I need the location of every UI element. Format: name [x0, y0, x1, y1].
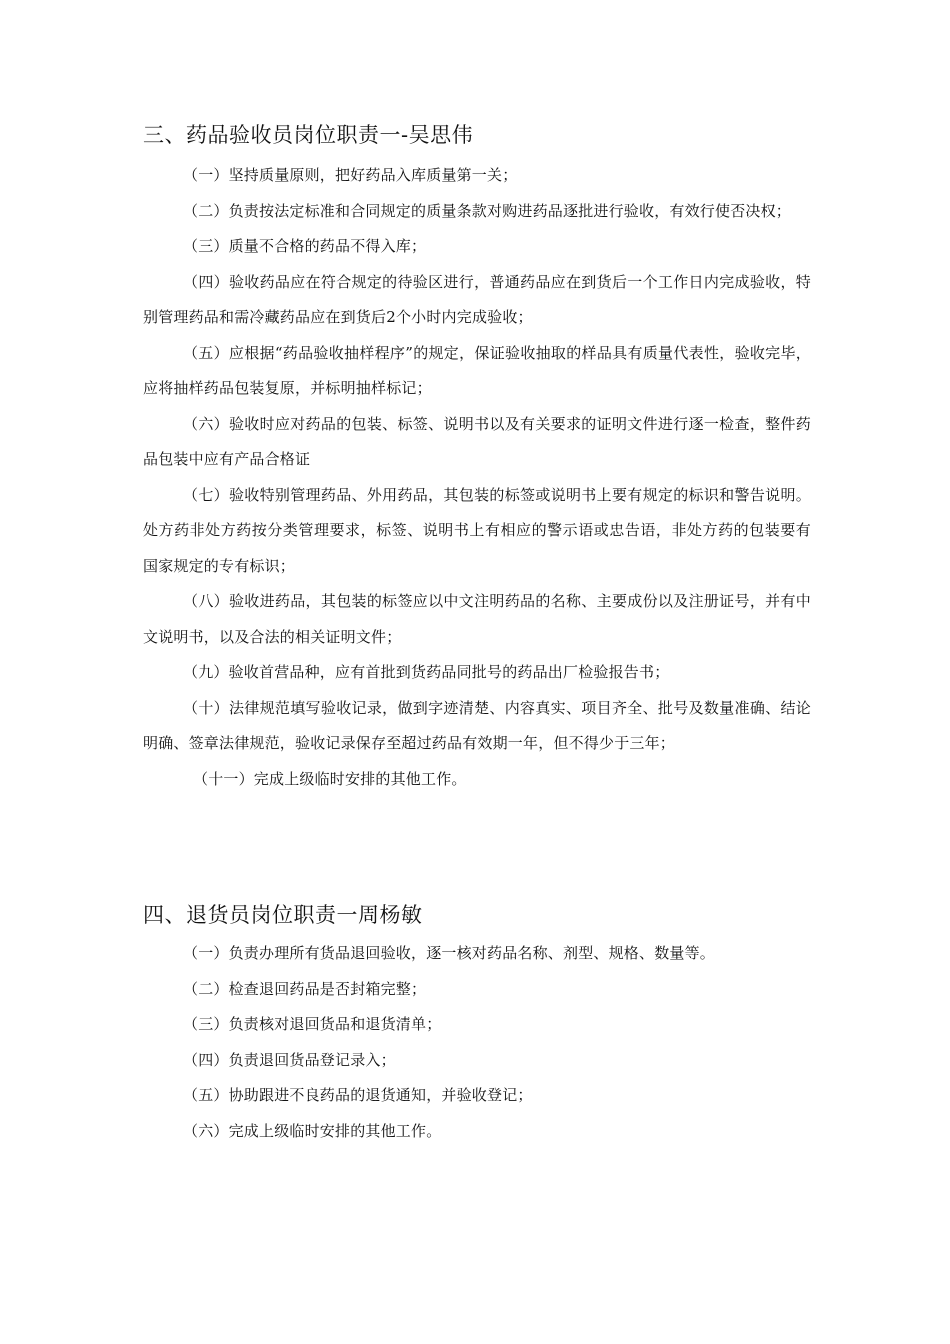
duty-item: （九）验收首营品种，应有首批到货药品同批号的药品出厂检验报告书；	[183, 663, 670, 681]
duty-item: （三）负责核对退回货品和退货清单；	[183, 1015, 442, 1033]
duty-item: （十一）完成上级临时安排的其他工作。	[193, 769, 467, 788]
duty-item: （七）验收特别管理药品、外用药品，其包装的标签或说明书上要有规定的标识和警告说明。处方药非处方药按分类管理要求，标签、说明书上有相应的警示语或忠告语，非处方药的包装要有国家规定的专有标识；	[143, 485, 811, 575]
duty-item: （三）质量不合格的药品不得入库；	[183, 237, 427, 255]
duty-item: （八）验收进药品，其包装的标签应以中文注明药品的名称、主要成份以及注册证号，并有中文说明书，以及合法的相关证明文件；	[143, 592, 811, 646]
duty-item: （四）验收药品应在符合规定的待验区进行，普通药品应在到货后一个工作日内完成验收，特别管理药品和需冷藏药品应在到货后2个小时内完成验收；	[143, 272, 811, 326]
duty-item: （六）完成上级临时安排的其他工作。	[183, 1121, 442, 1140]
section-drug-inspector-duties	[143, 118, 811, 797]
section-heading: 四、退货员岗位职责一周杨敏	[143, 903, 423, 927]
section-returns-clerk-duties	[143, 898, 811, 1149]
duty-item: （五）应根据“药品验收抽样程序”的规定，保证验收抽取的样品具有质量代表性，验收完毕，应将抽样药品包装复原，并标明抽样标记；	[143, 343, 811, 397]
duty-item: （一）坚持质量原则，把好药品入库质量第一关；	[183, 166, 518, 184]
duty-item: （五）协助跟进不良药品的退货通知，并验收登记；	[183, 1086, 533, 1104]
duty-item: （二）负责按法定标准和合同规定的质量条款对购进药品逐批进行验收，有效行使否决权；	[183, 201, 792, 220]
duty-item: （六）验收时应对药品的包装、标签、说明书以及有关要求的证明文件进行逐一检查，整件药品包装中应有产品合格证	[143, 414, 811, 468]
duty-item: （四）负责退回货品登记录入；	[183, 1050, 396, 1069]
duty-item: （十）法律规范填写验收记录，做到字迹清楚、内容真实、项目齐全、批号及数量准确、结论明确、签章法律规范，验收记录保存至超过药品有效期一年，但不得少于三年；	[143, 698, 811, 752]
section-heading: 三、药品验收员岗位职责一-吴思伟	[143, 123, 474, 147]
duty-item: （二）检查退回药品是否封箱完整；	[183, 979, 427, 998]
duty-item: （一）负责办理所有货品退回验收，逐一核对药品名称、剂型、规格、数量等。	[183, 944, 716, 962]
